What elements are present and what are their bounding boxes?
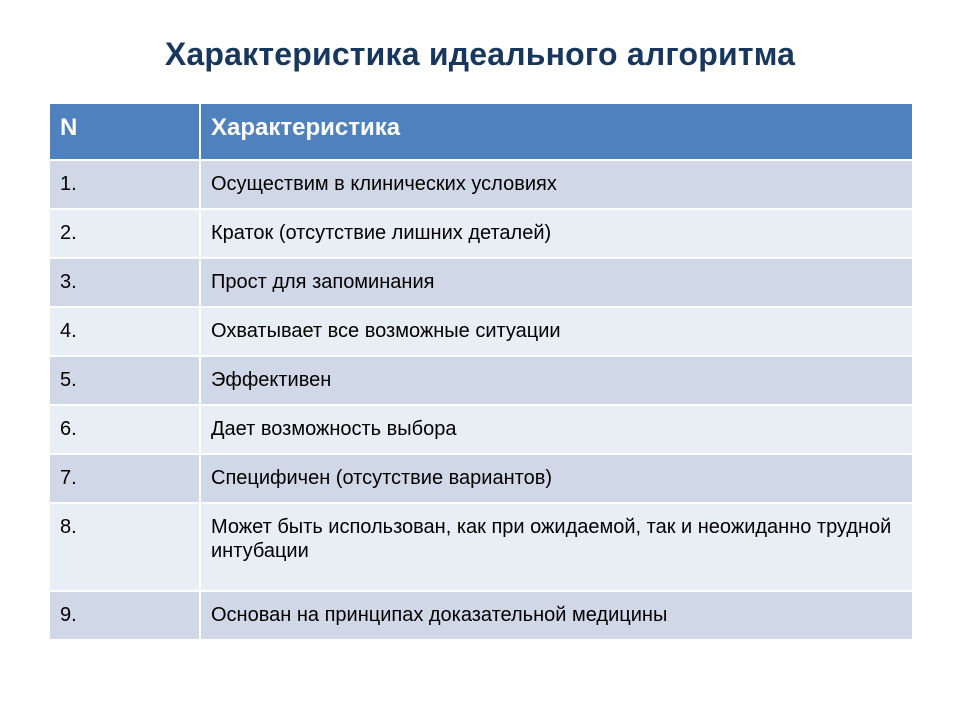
slide-title: Характеристика идеального алгоритма	[164, 36, 796, 72]
row-text: Основан на принципах доказательной медицины	[200, 591, 913, 640]
table-row	[49, 591, 913, 640]
row-text: Краток (отсутствие лишних деталей)	[200, 209, 913, 258]
row-text: Охватывает все возможные ситуации	[200, 307, 913, 356]
table-row	[49, 454, 913, 503]
row-number: 8.	[49, 503, 200, 591]
table-row	[49, 160, 913, 209]
row-text: Прост для запоминания	[200, 258, 913, 307]
table-row	[49, 258, 913, 307]
characteristics-table	[48, 102, 914, 641]
row-text: Осуществим в клинических условиях	[200, 160, 913, 209]
row-number: 4.	[49, 307, 200, 356]
row-number: 6.	[49, 405, 200, 454]
header-characteristic: Характеристика	[200, 103, 913, 160]
table-row	[49, 356, 913, 405]
row-text: Специфичен (отсутствие вариантов)	[200, 454, 913, 503]
row-number: 1.	[49, 160, 200, 209]
table-row	[49, 307, 913, 356]
table-header-row	[49, 103, 913, 160]
row-number: 5.	[49, 356, 200, 405]
row-number: 3.	[49, 258, 200, 307]
row-text: Может быть использован, как при ожидаемой, так и неожиданно трудной интубации	[200, 503, 913, 591]
row-text: Эффективен	[200, 356, 913, 405]
table-row	[49, 209, 913, 258]
row-number: 9.	[49, 591, 200, 640]
row-number: 2.	[49, 209, 200, 258]
header-number: N	[49, 103, 200, 160]
row-text: Дает возможность выбора	[200, 405, 913, 454]
table-row	[49, 503, 913, 591]
table-row	[49, 405, 913, 454]
row-number: 7.	[49, 454, 200, 503]
